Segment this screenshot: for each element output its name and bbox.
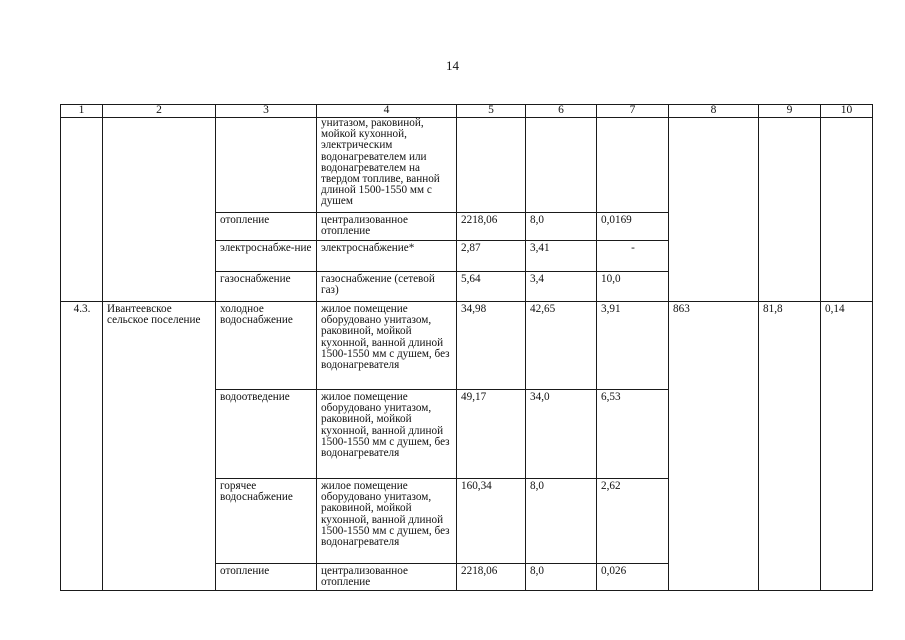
cell-service: водоотведение — [216, 390, 317, 479]
cell-service — [216, 118, 317, 213]
cell-service: горячее водоснабжение — [216, 479, 317, 564]
column-number: 3 — [216, 105, 317, 118]
tariff-table — [60, 104, 873, 591]
cell-service: отопление — [216, 564, 317, 591]
cell-value-6: 3,41 — [526, 241, 597, 272]
cell-description: жилое помещение оборудовано унитазом, раковиной, мойкой кухонной, ванной длиной 1500-1550 мм с душем, без водонагревателя — [317, 479, 457, 564]
cell-value-7: 3,91 — [597, 302, 669, 390]
cell-description: централизованное отопление — [317, 213, 457, 241]
cell-value-5 — [457, 118, 526, 213]
cell-settlement: Ивантеевское сельское поселение — [103, 302, 216, 591]
cell-value-6: 8,0 — [526, 213, 597, 241]
column-number: 5 — [457, 105, 526, 118]
cell-value-6: 8,0 — [526, 564, 597, 591]
column-number-row — [61, 105, 873, 118]
cell-value-5: 5,64 — [457, 272, 526, 302]
cell-value-7: 0,0169 — [597, 213, 669, 241]
column-number: 8 — [669, 105, 759, 118]
cell-description: унитазом, раковиной, мойкой кухонной, электрическим водонагревателем или водонагревателем на твердом топливе, ванной длиной 1500-1550 мм с душем — [317, 118, 457, 213]
cell-value-5: 160,34 — [457, 479, 526, 564]
cell-value-9: 81,8 — [759, 302, 821, 591]
column-number: 6 — [526, 105, 597, 118]
cell-value-5: 2218,06 — [457, 213, 526, 241]
cell-value-5: 2,87 — [457, 241, 526, 272]
cell-value-8: 863 — [669, 302, 759, 591]
column-number: 10 — [821, 105, 873, 118]
cell-service: холодное водоснабжение — [216, 302, 317, 390]
cell-description: жилое помещение оборудовано унитазом, раковиной, мойкой кухонной, ванной длиной 1500-1550 мм с душем, без водонагревателя — [317, 302, 457, 390]
cell-service: отопление — [216, 213, 317, 241]
cell-value-6: 42,65 — [526, 302, 597, 390]
cell-num — [61, 118, 103, 302]
cell-value-9 — [759, 118, 821, 302]
cell-value-7: 10,0 — [597, 272, 669, 302]
cell-description: жилое помещение оборудовано унитазом, раковиной, мойкой кухонной, ванной длиной 1500-1550 мм с душем, без водонагревателя — [317, 390, 457, 479]
cell-value-10: 0,14 — [821, 302, 873, 591]
cell-value-10 — [821, 118, 873, 302]
cell-value-7: 6,53 — [597, 390, 669, 479]
cell-value-8 — [669, 118, 759, 302]
cell-value-7: 2,62 — [597, 479, 669, 564]
cell-value-6: 34,0 — [526, 390, 597, 479]
column-number: 2 — [103, 105, 216, 118]
cell-value-6: 8,0 — [526, 479, 597, 564]
cell-num: 4.3. — [61, 302, 103, 591]
cell-settlement — [103, 118, 216, 302]
cell-value-5: 49,17 — [457, 390, 526, 479]
page-number: 14 — [446, 58, 459, 73]
cell-description: газоснабжение (сетевой газ) — [317, 272, 457, 302]
cell-value-6: 3,4 — [526, 272, 597, 302]
cell-value-6 — [526, 118, 597, 213]
column-number: 9 — [759, 105, 821, 118]
column-number: 4 — [317, 105, 457, 118]
cell-description: электроснабжение* — [317, 241, 457, 272]
cell-description: централизованное отопление — [317, 564, 457, 591]
cell-value-7 — [597, 118, 669, 213]
cell-service: электроснабже-ние — [216, 241, 317, 272]
table-row — [61, 302, 873, 390]
column-number: 7 — [597, 105, 669, 118]
column-number: 1 — [61, 105, 103, 118]
cell-value-5: 2218,06 — [457, 564, 526, 591]
cell-value-7: 0,026 — [597, 564, 669, 591]
cell-value-7: - — [597, 241, 669, 272]
table-row — [61, 118, 873, 213]
cell-service: газоснабжение — [216, 272, 317, 302]
cell-value-5: 34,98 — [457, 302, 526, 390]
